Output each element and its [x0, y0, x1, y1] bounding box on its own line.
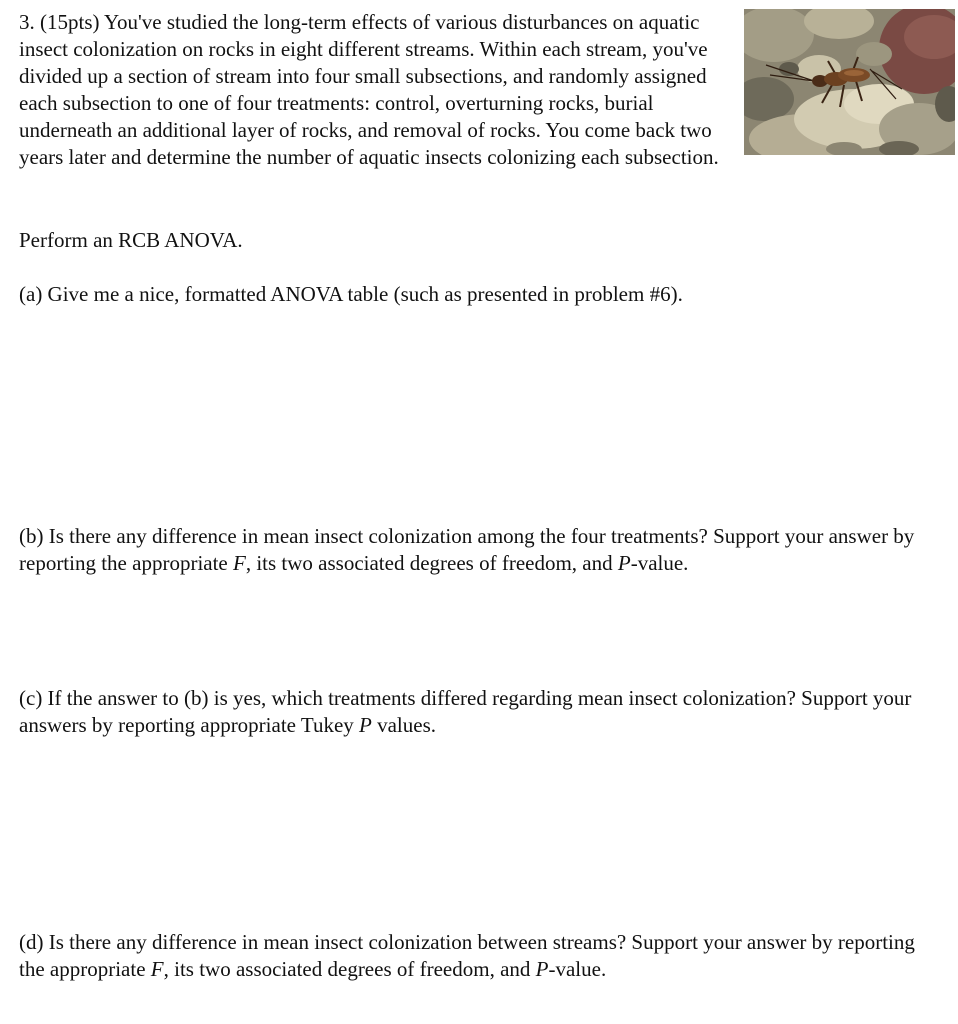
- instruction: Perform an RCB ANOVA.: [19, 228, 243, 252]
- problem-intro: 3. (15pts) You've studied the long-term effects of various disturbances on aquatic insect colonization on rocks in eight different streams. Within each stream, you've divided up a section of stream into four small subsections, and randomly assigned each subsection to one of four treatments: control, overturning rocks, burial underneath an additional layer of rocks, and removal of rocks. You come back two years later and determine the number of aquatic insects colonizing each subsection.: [19, 10, 719, 169]
- question-c: [19, 685, 944, 739]
- insect-photo: [744, 9, 955, 155]
- f-symbol: F: [233, 551, 246, 575]
- question-d-text-2: , its two associated degrees of freedom, and: [163, 957, 536, 981]
- p-symbol: P: [359, 713, 372, 737]
- question-c-text: (c) If the answer to (b) is yes, which treatments differed regarding mean insect colonization? Support your answers by reporting appropriate Tukey: [19, 686, 912, 737]
- question-c-text-2: values.: [371, 713, 437, 737]
- question-b: [19, 523, 944, 577]
- p-symbol: P: [617, 551, 631, 575]
- insect-on-rocks-image: [744, 9, 955, 155]
- question-d-text-3: -value.: [548, 957, 607, 981]
- question-b-text-2: , its two associated degrees of freedom, and: [245, 551, 618, 575]
- question-d-text: (d) Is there any difference in mean insect colonization between streams? Support your answer by reporting the appropriate: [19, 930, 915, 981]
- question-b-text: (b) Is there any difference in mean insect colonization among the four treatments? Support your answer by reporting the appropriate: [19, 524, 915, 575]
- question-d: [19, 929, 944, 983]
- question-b-text-3: -value.: [630, 551, 689, 575]
- f-symbol: F: [150, 957, 164, 981]
- question-a: (a) Give me a nice, formatted ANOVA table (such as presented in problem #6).: [19, 282, 683, 306]
- p-symbol: P: [535, 957, 549, 981]
